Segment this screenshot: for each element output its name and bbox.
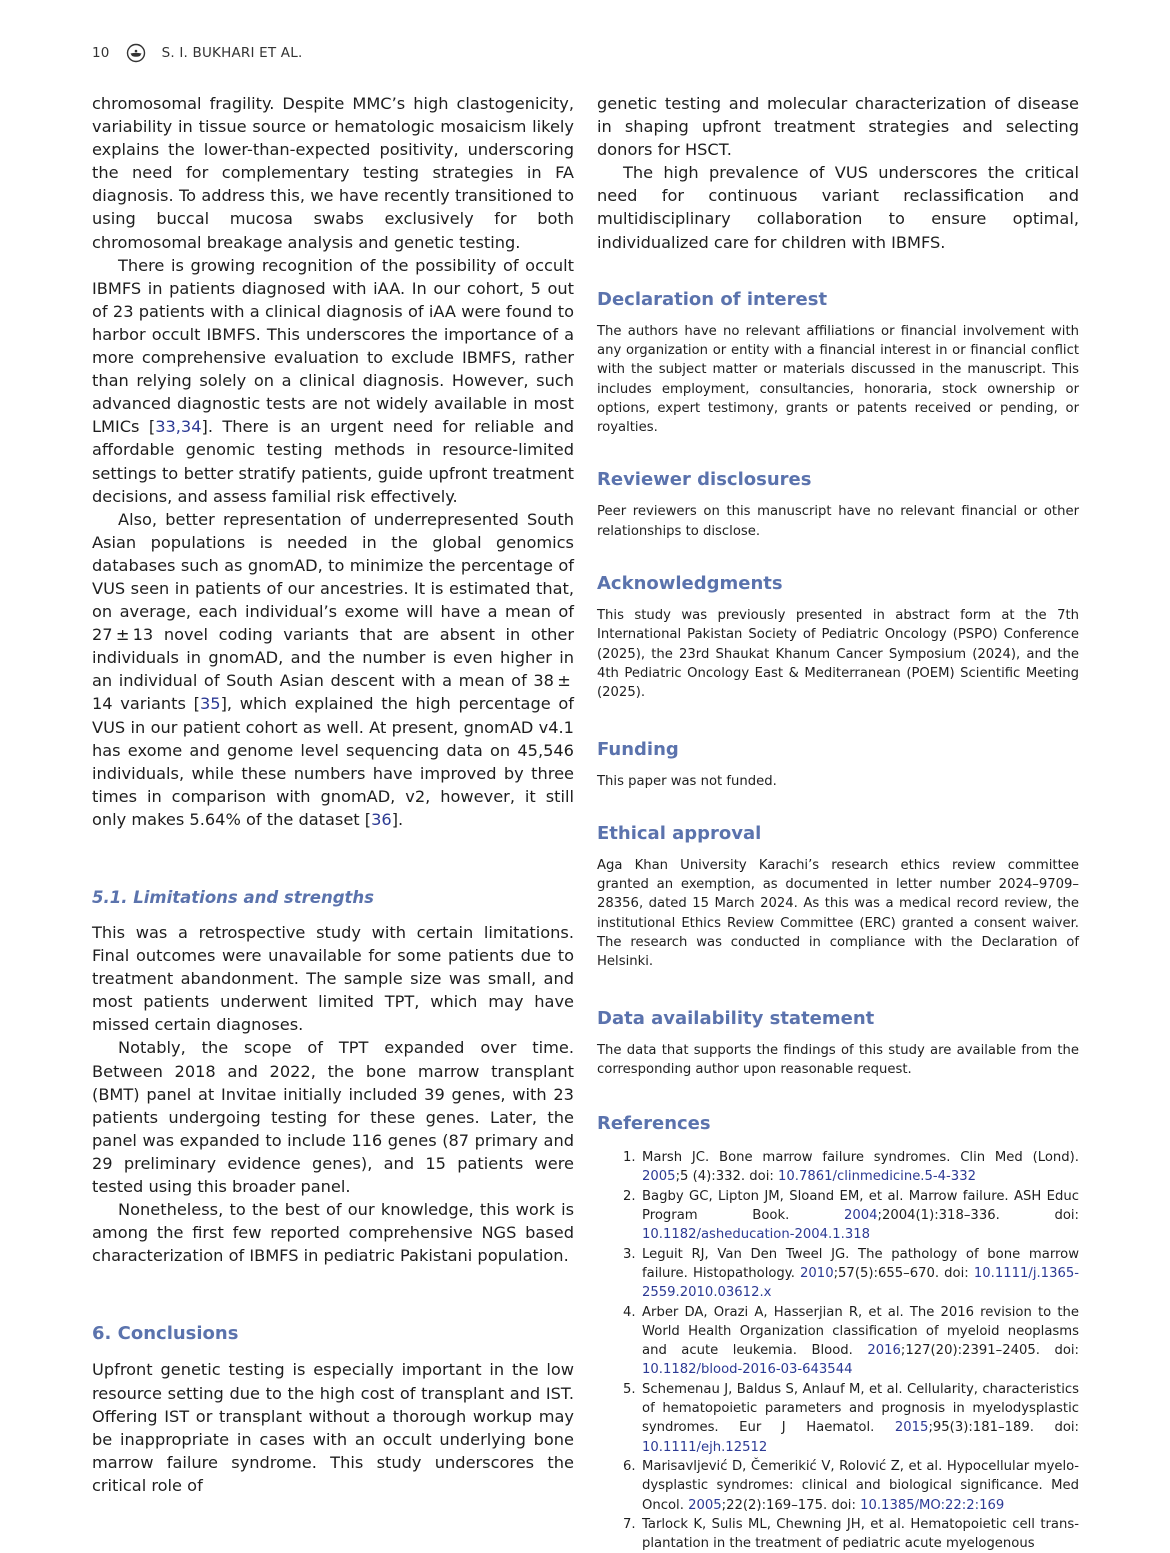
reference-item: 4. Arber DA, Orazi A, Hasserjian R, et al. The 2016 revision to the World Health Organization classification of myeloid neoplasms and acute leukemia. Blood. 2016;127(20):2391–2405. doi: 10.1182/blood-2016-03-643544 xyxy=(623,1304,1079,1378)
year-link[interactable]: 2004 xyxy=(843,1208,878,1224)
paragraph: chromosomal fragility. Despite MMC’s high clastogenicity, variability in tissue source or hematologic mosaicism likely explains the lower-than-expected positivity, underscoring the need for complementary testing strategies in FA diagnosis. To address this, we have recently transitioned to using buccal mucosa swabs exclusively for both chromosomal breakage analysis and genetic testing. xyxy=(92,94,574,252)
reference-item: 1. Marsh JC. Bone marrow failure syndromes. Clin Med (Lond). 2005;5 (4):332. doi: 10.7861/clinmedicine.5-4-332 xyxy=(623,1150,1079,1185)
year-link[interactable]: 2005 xyxy=(688,1497,722,1513)
year-link[interactable]: 2010 xyxy=(800,1265,834,1281)
reference-item: 3. Leguit RJ, Van Den Tweel JG. The pathology of bone marrow failure. Histopathology. 2010;57(5):655–670. doi: 10.1111/j.1365-2559.2010.03612.x xyxy=(623,1246,1079,1301)
doi-link[interactable]: 10.1111/j.1365-2559.2010.03612.x xyxy=(642,1265,1079,1301)
paragraph: This was a retrospective study with certain limitations. Final outcomes were unavailable for some patients due to treatment abandonment. The sample size was small, and most patients underwent limited TPT, which may have missed certain diagnoses. xyxy=(92,923,574,1035)
running-title: S. I. BUKHARI ET AL. xyxy=(161,45,303,61)
reference-item: 7. Tarlock K, Sulis ML, Chewning JH, et al. Hematopoietic cell transplantation in the treatment of pediatric acute myelogenous xyxy=(623,1516,1079,1552)
section-heading: Declaration of interest xyxy=(597,288,828,310)
reference-list xyxy=(597,1148,1079,1553)
doi-link[interactable]: 10.7861/clinmedicine.5-4-332 xyxy=(778,1169,976,1185)
subsection-heading: 5.1. Limitations and strengths xyxy=(92,888,374,907)
paragraph: Nonetheless, to the best of our knowledge, this work is among the first few reported comprehensive NGS based characterization of IBMFS in pediatric Pakistani population. xyxy=(92,1200,574,1266)
paragraph: Also, better representation of underrepresented South Asian populations is needed in the global genomics databases such as gnomAD, to minimize the percentage of VUS seen in patients of our ancestries. It is estimated that, on average, each individual’s exome will have a mean of 27 ± 13 novel coding variants that are absent in other individuals in gnomAD, and the number is even higher in an individual of South Asian descent with a mean of 38 ± 14 variants [35], which explained the high percentage of VUS in our patient cohort as well. At present, gnomAD v4.1 has exome and genome level sequencing data on 45,546 individuals, while these numbers have improved by three times in comparison with gnomAD, v2, however, it still only makes 5.64% of the dataset [36]. xyxy=(92,509,574,829)
paragraph: Notably, the scope of TPT expanded over time. Between 2018 and 2022, the bone marrow transplant (BMT) panel at Invitae initially included 39 genes, with 23 patients undergoing testing for these genes. Later, the panel was expanded to include 116 genes (87 primary and 29 preliminary evidence genes), and 15 patients were tested using this broader panel. xyxy=(92,1038,574,1197)
running-header xyxy=(92,42,302,64)
section-heading: Funding xyxy=(597,738,679,760)
paragraph: genetic testing and molecular characterization of disease in shaping upfront treatment strategies and selecting donors for HSCT. xyxy=(597,94,1079,160)
citation-link[interactable]: 35 xyxy=(199,694,221,714)
section-heading: References xyxy=(597,1113,711,1135)
paragraph: Peer reviewers on this manuscript have no relevant financial or other relationships to disclose. xyxy=(597,504,1079,539)
paragraph: The high prevalence of VUS underscores the critical need for continuous variant reclassification and multidisciplinary collaboration to ensure optimal, individualized care for children with IBMFS. xyxy=(597,163,1079,252)
section-heading: Acknowledgments xyxy=(597,573,783,595)
doi-link[interactable]: 10.1182/asheducation-2004.1.318 xyxy=(642,1227,870,1243)
section-heading: 6. Conclusions xyxy=(92,1323,239,1345)
doi-link[interactable]: 10.1385/MO:22:2:169 xyxy=(860,1497,1005,1513)
citation-link[interactable]: 33,34 xyxy=(155,417,202,437)
paragraph: The data that supports the findings of this study are available from the corresponding author upon reasonable request. xyxy=(597,1042,1079,1077)
paragraph: The authors have no relevant affiliations or financial involvement with any organization or entity with a financial interest in or financial conflict with the subject matter or materials discussed in the manuscript. This includes employment, consultancies, honoraria, stock ownership or options, expert testimony, grants or patents received or pending, or royalties. xyxy=(597,323,1079,436)
journal-logo-icon xyxy=(126,43,146,63)
paragraph: Aga Khan University Karachi’s research ethics review committee granted an exemption, as documented in letter number 2024–9709–28356, dated 15 March 2024. As this was a medical record review, the institutional Ethics Review Committee (ERC) granted a consent waiver. The research was conducted in compliance with the Declaration of Helsinki. xyxy=(597,857,1079,970)
year-link[interactable]: 2005 xyxy=(642,1169,676,1185)
doi-link[interactable]: 10.1182/blood-2016-03-643544 xyxy=(642,1362,853,1378)
reference-item: 5. Schemenau J, Baldus S, Anlauf M, et al. Cellularity, characteristics of hematopoietic parameters and prognosis in myelodysplastic syndromes. Eur J Haematol. 2015;95(3):181–189. doi: 10.1111/ejh.12512 xyxy=(623,1381,1080,1455)
citation-link[interactable]: 36 xyxy=(371,809,392,829)
paragraph: This study was previously presented in abstract form at the 7th International Pakistan Society of Pediatric Oncology (PSPO) Conference (2025), the 23rd Shaukat Khanum Cancer Symposium (2024), and the 4th Pediatric Oncology East & Mediterranean (POEM) Scientific Meeting (2025). xyxy=(597,608,1079,701)
section-heading: Data availability statement xyxy=(597,1007,875,1029)
reference-item: 6. Marisavljević D, Čemerikić V, Rolović Z, et al. Hypocellular myelodysplastic syndromes: clinical and biological significance. Med Oncol. 2005;22(2):169–175. doi: 10.1385/MO:22:2:169 xyxy=(623,1458,1079,1513)
left-column xyxy=(92,92,574,1497)
paragraph: Upfront genetic testing is especially important in the low resource setting due to the high cost of transplant and IST. Offering IST or transplant without a thorough workup may be inappropriate in cases with an occult underlying bone marrow failure syndrome. This study underscores the critical role of xyxy=(92,1360,574,1495)
year-link[interactable]: 2015 xyxy=(894,1420,929,1436)
page-number: 10 xyxy=(92,45,110,61)
paragraph: This paper was not funded. xyxy=(597,773,777,789)
section-heading: Reviewer disclosures xyxy=(597,469,812,491)
doi-link[interactable]: 10.1111/ejh.12512 xyxy=(642,1439,768,1455)
paragraph: There is growing recognition of the possibility of occult IBMFS in patients diagnosed with iAA. In our cohort, 5 out of 23 patients with a clinical diagnosis of iAA were found to harbor occult IBMFS. This underscores the importance of a more comprehensive evaluation to exclude IBMFS, rather than relying solely on a clinical diagnosis. However, such advanced diagnostic tests are not widely available in most LMICs [33,34]. There is an urgent need for reliable and affordable genomic testing methods in resource-limited settings to better stratify patients, guide upfront treatment decisions, and assess familial risk effectively. xyxy=(92,255,574,506)
section-heading: Ethical approval xyxy=(597,822,762,844)
reference-item: 2. Bagby GC, Lipton JM, Sloand EM, et al. Marrow failure. ASH Educ Program Book. 2004;2004(1):318–336. doi: 10.1182/asheducation-2004.1.318 xyxy=(623,1188,1079,1243)
year-link[interactable]: 2016 xyxy=(867,1343,901,1359)
right-column xyxy=(597,92,1079,1553)
